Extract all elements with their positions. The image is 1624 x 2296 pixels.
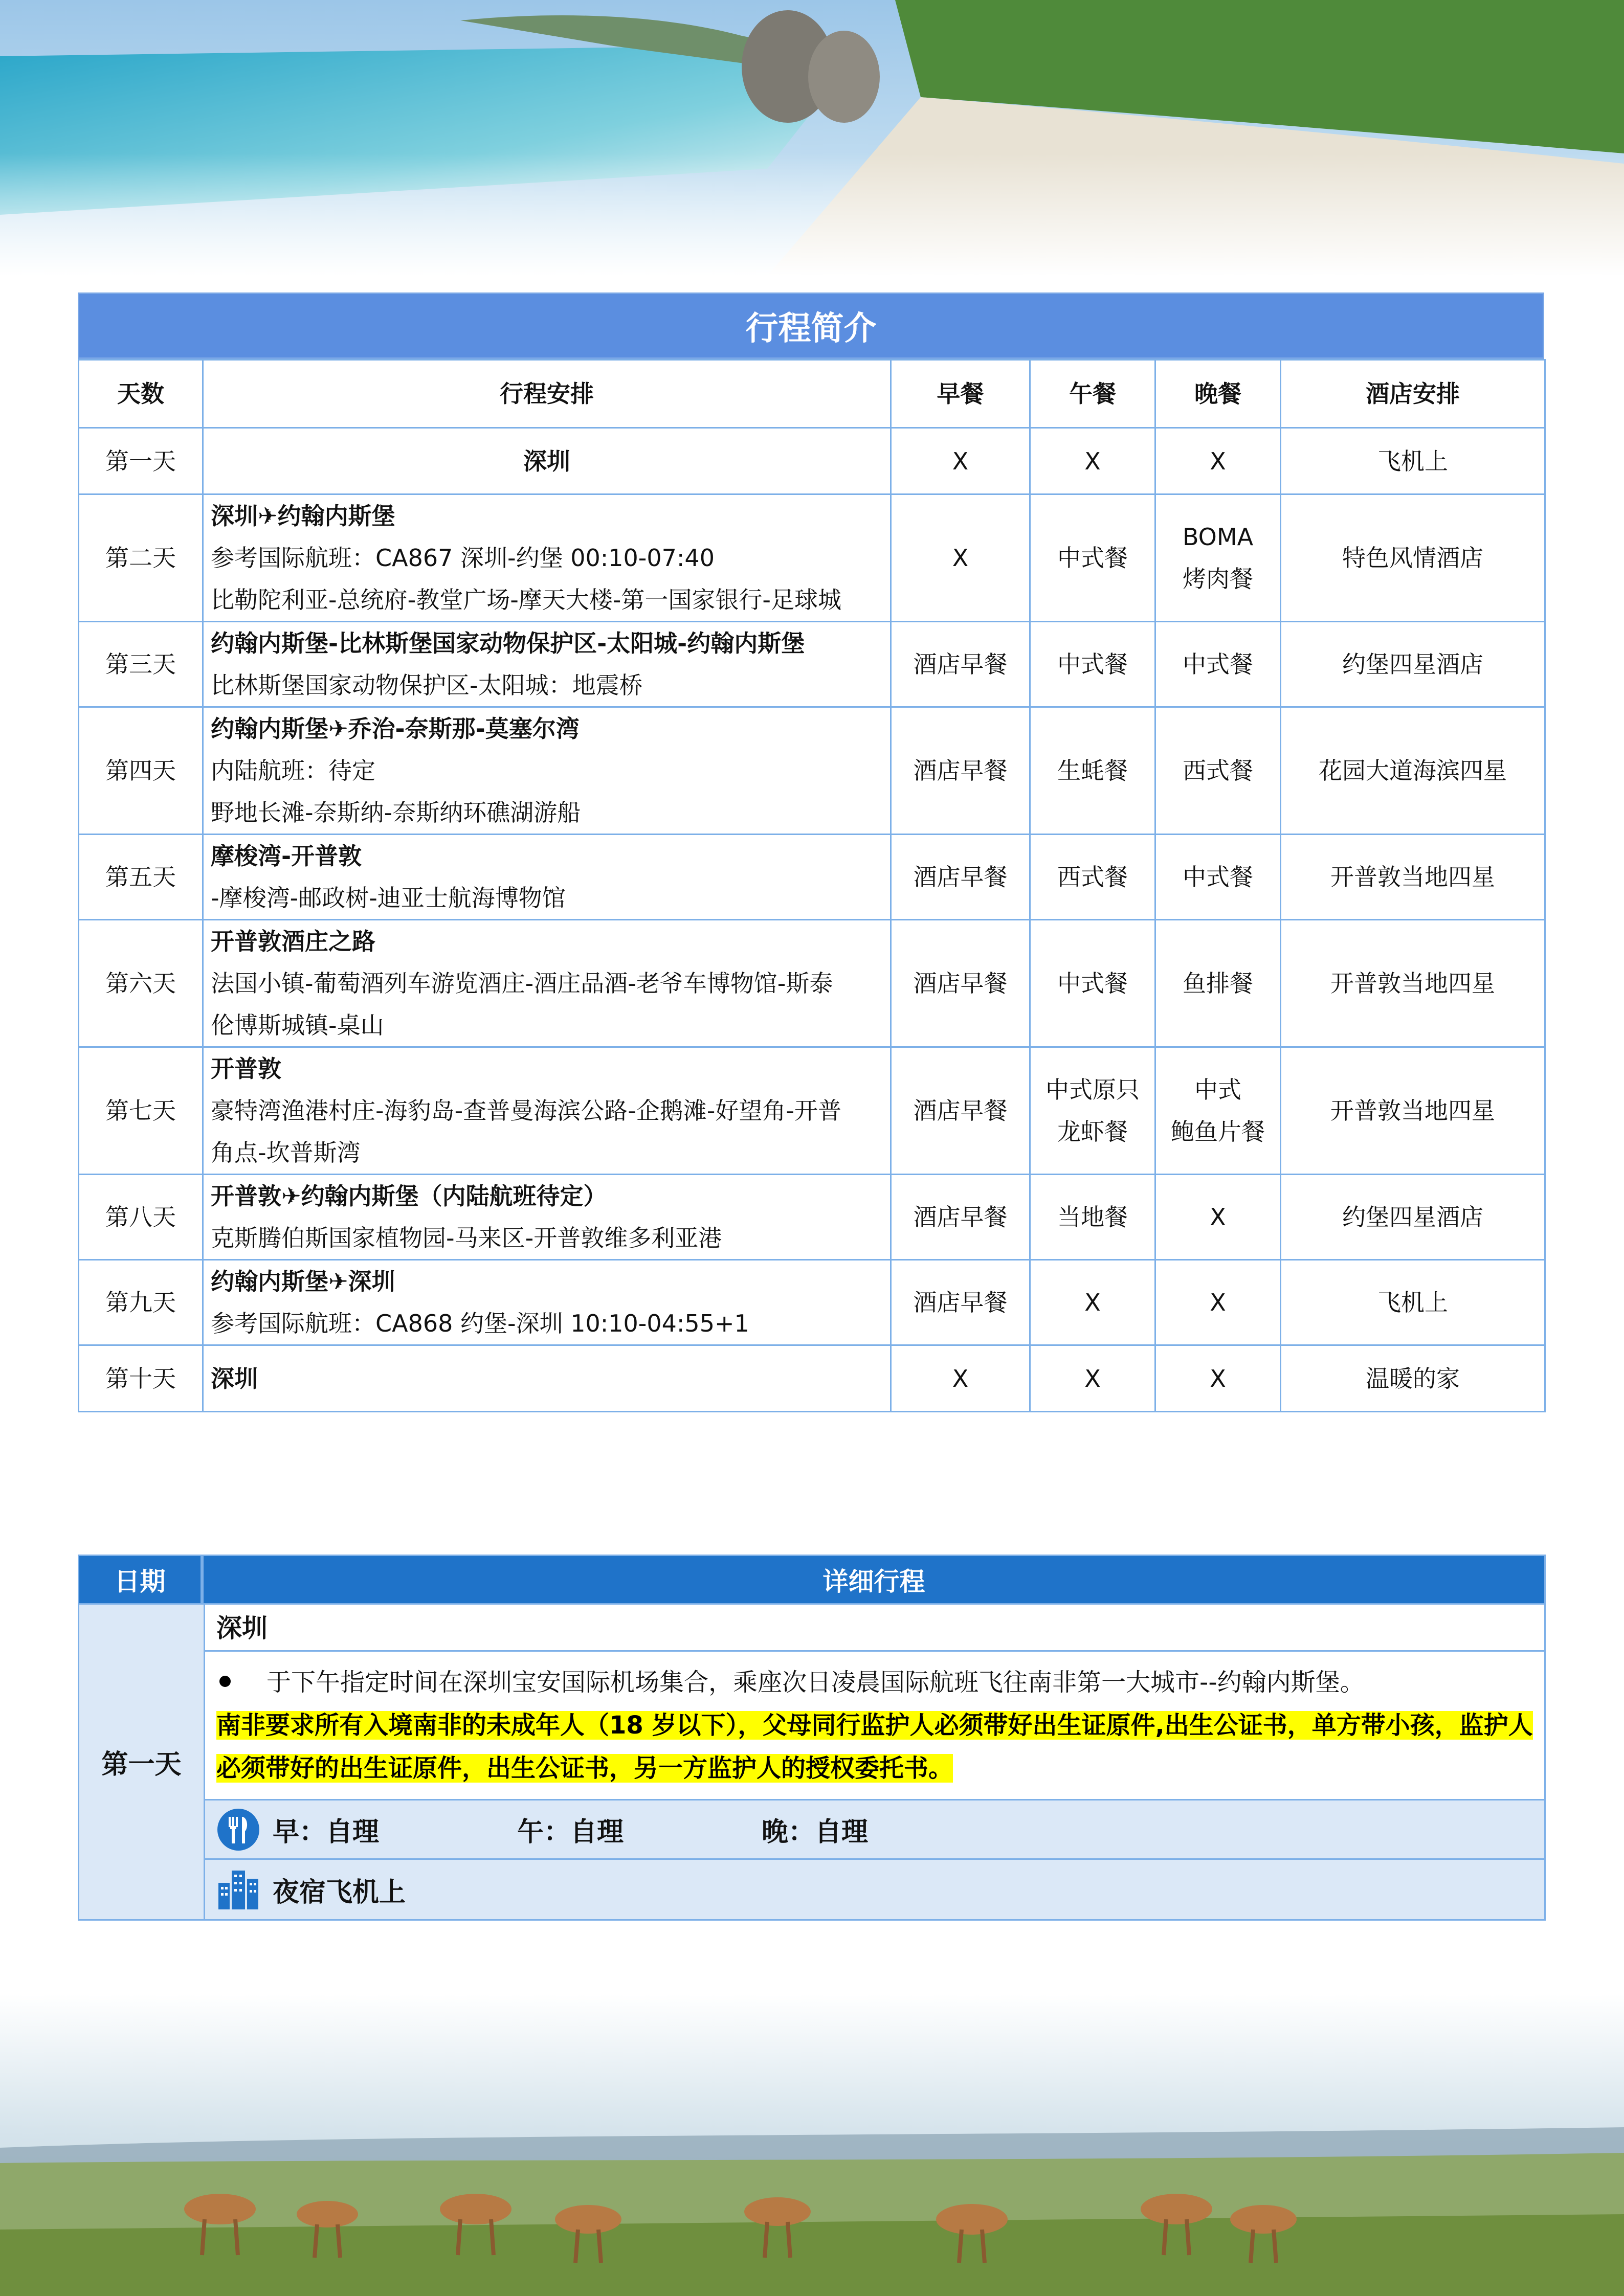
- detail-notice: 南非要求所有入境南非的未成年人（18 岁以下），父母同行监护人必须带好出生证原件,出生公证书，单方带小孩，监护人必须带好的出生证原件，出生公证书，另一方监护人的授权委托书。: [216, 1711, 1533, 1783]
- header-dinner: 晚餐: [1155, 360, 1281, 428]
- row-hotel: 特色风情酒店: [1281, 494, 1545, 622]
- overview-grid: [78, 359, 1546, 1412]
- row-hotel: 开普敦当地四星: [1281, 920, 1545, 1047]
- plan-line: -摩梭湾-邮政树-迪亚士航海博物馆: [211, 884, 566, 912]
- row-hotel: 花园大道海滨四星: [1281, 707, 1545, 835]
- detail-header-row: [78, 1555, 1546, 1605]
- row-dinner: BOMA 烤肉餐: [1155, 494, 1281, 622]
- row-lunch: 当地餐: [1030, 1175, 1155, 1260]
- row-breakfast: 酒店早餐: [891, 707, 1030, 835]
- header-day: 天数: [79, 360, 203, 428]
- detail-day-block: [78, 1605, 1546, 1921]
- plan-title: 开普敦✈约翰内斯堡（内陆航班待定）: [211, 1182, 607, 1210]
- row-plan: [203, 494, 891, 622]
- plan-line: 豪特湾渔港村庄-海豹岛-查普曼海滨公路-企鹅滩-好望角-开普: [211, 1097, 841, 1124]
- meal-breakfast: 早：自理: [273, 1817, 380, 1848]
- row-dinner: 西式餐: [1155, 707, 1281, 835]
- plan-title: 约翰内斯堡-比林斯堡国家动物保护区-太阳城-约翰内斯堡: [211, 629, 805, 657]
- row-day: 第六天: [79, 920, 203, 1047]
- row-dinner: 中式餐: [1155, 622, 1281, 707]
- row-dinner: 鱼排餐: [1155, 920, 1281, 1047]
- detailed-itinerary: [78, 1555, 1546, 1921]
- plan-line: 法国小镇-葡萄酒列车游览酒庄-酒庄品酒-老爷车博物馆-斯泰: [211, 970, 833, 997]
- overview-header-row: [79, 360, 1545, 428]
- meal-dinner: 晚：自理: [762, 1817, 869, 1848]
- row-plan: [203, 1260, 891, 1345]
- detail-content: [205, 1605, 1544, 1919]
- fork-knife-icon: [216, 1808, 260, 1852]
- row-lunch: 生蚝餐: [1030, 707, 1155, 835]
- row-day: 第一天: [79, 428, 203, 494]
- row-lunch: 中式餐: [1030, 622, 1155, 707]
- row-dinner: X: [1155, 1260, 1281, 1345]
- detail-text: 于下午指定时间在深圳宝安国际机场集合，乘座次日凌晨国际航班飞往南非第一大城市--约翰内斯堡。: [266, 1668, 1365, 1697]
- bullet-icon: [219, 1676, 231, 1687]
- plan-line: 参考国际航班：CA868 约堡-深圳 10:10-04:55+1: [211, 1310, 749, 1337]
- overview-row: [79, 494, 1545, 622]
- overview-row: [79, 622, 1545, 707]
- hotel-text: 夜宿飞机上: [273, 1877, 406, 1908]
- beach-banner-image: [0, 0, 1624, 276]
- row-breakfast: X: [891, 494, 1030, 622]
- plan-line: 伦博斯城镇-桌山: [211, 1011, 384, 1039]
- row-lunch: 中式原只 龙虾餐: [1030, 1047, 1155, 1175]
- plan-line: 比勒陀利亚-总统府-教堂广场-摩天大楼-第一国家银行-足球城: [211, 586, 841, 614]
- row-plan: [203, 622, 891, 707]
- detail-description: [205, 1652, 1544, 1800]
- detail-hotel: [205, 1860, 1544, 1919]
- overview-row: [79, 920, 1545, 1047]
- plan-line: 克斯腾伯斯国家植物园-马来区-开普敦维多利亚港: [211, 1224, 722, 1252]
- row-plan: [203, 1047, 891, 1175]
- plan-title: 开普敦: [211, 1055, 281, 1083]
- plan-line: 野地长滩-奈斯纳-奈斯纳环礁湖游船: [211, 799, 581, 826]
- plan-title: 开普敦酒庄之路: [211, 928, 375, 955]
- row-lunch: 中式餐: [1030, 920, 1155, 1047]
- row-breakfast: X: [891, 1345, 1030, 1412]
- row-day: 第五天: [79, 835, 203, 920]
- plan-title: 深圳: [211, 1364, 258, 1392]
- row-day: 第九天: [79, 1260, 203, 1345]
- overview-row: [79, 1345, 1545, 1412]
- detail-bullet-paragraph: [216, 1661, 1533, 1704]
- row-dinner: X: [1155, 1345, 1281, 1412]
- row-day: 第八天: [79, 1175, 203, 1260]
- overview-title: 行程简介: [78, 292, 1544, 359]
- row-dinner: 中式餐: [1155, 835, 1281, 920]
- header-breakfast: 早餐: [891, 360, 1030, 428]
- row-lunch: X: [1030, 1260, 1155, 1345]
- row-lunch: X: [1030, 1345, 1155, 1412]
- plan-line: 比林斯堡国家动物保护区-太阳城：地震桥: [211, 671, 643, 699]
- row-breakfast: 酒店早餐: [891, 1260, 1030, 1345]
- building-icon: [216, 1867, 260, 1911]
- row-plan: [203, 428, 891, 494]
- row-day: 第二天: [79, 494, 203, 622]
- row-plan: [203, 920, 891, 1047]
- plan-line: 角点-坎普斯湾: [211, 1139, 361, 1166]
- row-dinner: X: [1155, 1175, 1281, 1260]
- row-plan: [203, 1175, 891, 1260]
- row-breakfast: 酒店早餐: [891, 920, 1030, 1047]
- plan-line: 内陆航班：待定: [211, 757, 375, 784]
- row-day: 第十天: [79, 1345, 203, 1412]
- detail-header-date: 日期: [78, 1555, 202, 1605]
- row-breakfast: 酒店早餐: [891, 622, 1030, 707]
- overview-row: [79, 835, 1545, 920]
- meal-lunch: 午：自理: [517, 1817, 624, 1848]
- overview-row: [79, 1047, 1545, 1175]
- header-hotel: 酒店安排: [1281, 360, 1545, 428]
- row-lunch: 西式餐: [1030, 835, 1155, 920]
- row-breakfast: 酒店早餐: [891, 1175, 1030, 1260]
- row-hotel: 开普敦当地四星: [1281, 835, 1545, 920]
- detail-header-detail: 详细行程: [202, 1555, 1546, 1605]
- header-plan: 行程安排: [203, 360, 891, 428]
- plan-line: 参考国际航班：CA867 深圳-约堡 00:10-07:40: [211, 544, 715, 572]
- detail-meals: [205, 1800, 1544, 1860]
- row-breakfast: 酒店早餐: [891, 835, 1030, 920]
- overview-rows: [79, 428, 1545, 1412]
- row-dinner: X: [1155, 428, 1281, 494]
- row-hotel: 飞机上: [1281, 428, 1545, 494]
- row-hotel: 温暖的家: [1281, 1345, 1545, 1412]
- row-dinner: 中式 鲍鱼片餐: [1155, 1047, 1281, 1175]
- plan-title: 深圳: [523, 447, 570, 475]
- overview-row: [79, 707, 1545, 835]
- row-plan: [203, 1345, 891, 1412]
- savanna-banner-image: [0, 1994, 1624, 2296]
- row-hotel: 约堡四星酒店: [1281, 1175, 1545, 1260]
- row-plan: [203, 707, 891, 835]
- overview-row: [79, 1175, 1545, 1260]
- overview-row: [79, 428, 1545, 494]
- overview-row: [79, 1260, 1545, 1345]
- row-lunch: X: [1030, 428, 1155, 494]
- plan-title: 深圳✈约翰内斯堡: [211, 502, 395, 530]
- plan-title: 约翰内斯堡✈乔治-奈斯那-莫塞尔湾: [211, 715, 580, 742]
- detail-city: 深圳: [205, 1605, 1544, 1652]
- row-hotel: 开普敦当地四星: [1281, 1047, 1545, 1175]
- row-plan: [203, 835, 891, 920]
- row-day: 第三天: [79, 622, 203, 707]
- row-lunch: 中式餐: [1030, 494, 1155, 622]
- header-lunch: 午餐: [1030, 360, 1155, 428]
- row-day: 第四天: [79, 707, 203, 835]
- row-day: 第七天: [79, 1047, 203, 1175]
- detail-day-label: 第一天: [79, 1605, 205, 1919]
- row-hotel: 飞机上: [1281, 1260, 1545, 1345]
- itinerary-overview-table: [78, 292, 1544, 1412]
- row-breakfast: 酒店早餐: [891, 1047, 1030, 1175]
- plan-title: 摩梭湾-开普敦: [211, 842, 362, 870]
- row-hotel: 约堡四星酒店: [1281, 622, 1545, 707]
- row-breakfast: X: [891, 428, 1030, 494]
- plan-title: 约翰内斯堡✈深圳: [211, 1268, 395, 1295]
